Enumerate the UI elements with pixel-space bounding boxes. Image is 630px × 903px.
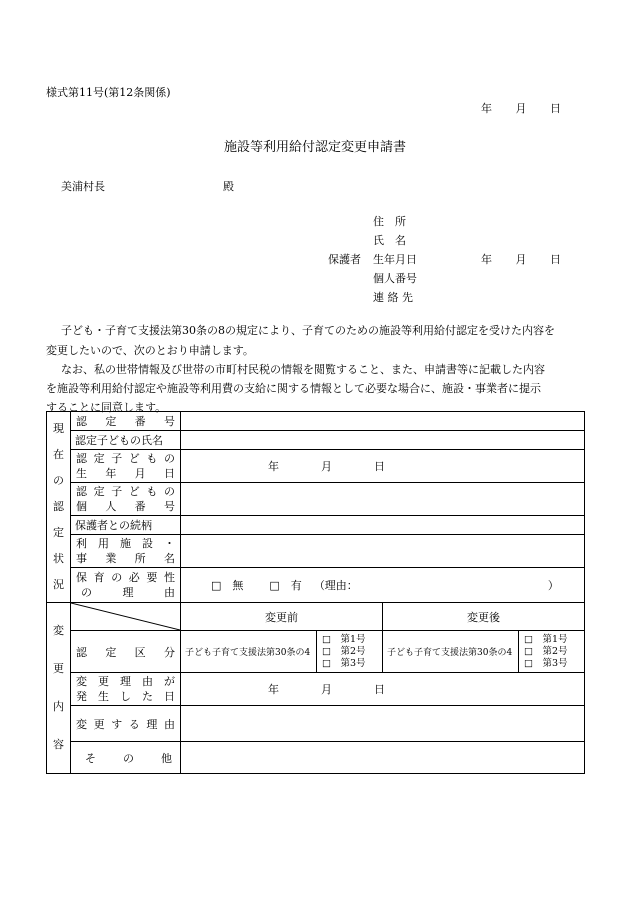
date-month: 月 (515, 102, 527, 115)
facility-label: 利 用 施 設 ・ 事 業 所 名 (71, 535, 181, 568)
cert-number-field[interactable] (181, 412, 585, 431)
child-id-label: 認 定 子 ど も の 個 人 番 号 (71, 483, 181, 516)
necessity-field (181, 568, 585, 603)
child-name-field[interactable] (181, 431, 585, 450)
necessity-reason-open: （理由： (313, 579, 358, 592)
relation-label: 保護者との続柄 (71, 516, 181, 535)
diagonal-header-cell (71, 603, 181, 631)
applicant-address-label: 住 所 (373, 215, 406, 228)
date-day: 日 (550, 102, 561, 115)
birth-day: 日 (550, 253, 561, 266)
applicant-birth-date (481, 251, 561, 267)
child-birth-label: 認 定 子 ど も の 生 年 月 日 (71, 450, 181, 483)
current-status-side-label: 現 在 の 認 定 状 況 (47, 412, 71, 603)
after-option-3[interactable]: □ 第3号 (524, 657, 568, 669)
after-option-1[interactable]: □ 第1号 (524, 633, 568, 645)
after-category-options (519, 631, 585, 673)
applicant-id-label: 個人番号 (373, 272, 417, 285)
before-header: 変更前 (181, 603, 383, 631)
reason-field[interactable] (181, 706, 585, 742)
applicant-birth-label: 生年月日 (373, 253, 417, 266)
before-option-2[interactable]: □ 第2号 (322, 645, 366, 657)
reason-date-label: 変 更 理 由 が 発 生 し た 日 (71, 673, 181, 706)
change-content-side-label: 変 更 内 容 (47, 603, 71, 774)
body-p1-line1: 子ども・子育て支援法第30条の8の規定により、子育てのための施設等利用給付認定を受けた内容を (61, 324, 555, 337)
cert-number-label: 認 定 番 号 (71, 412, 181, 431)
before-option-1[interactable]: □ 第1号 (322, 633, 366, 645)
before-category-text: 子ども子育て支援法第30条の4 (181, 631, 317, 673)
body-p2-line2: を施設等利用給付認定や施設等利用費の支給に関する情報として必要な場合に、施設・事業者に提示 (46, 382, 541, 395)
applicant-name-label: 氏 名 (373, 234, 406, 247)
addressee-name: 美浦村長 (61, 180, 105, 193)
other-label: そ の 他 (71, 742, 181, 774)
applicant-contact-label: 連 絡 先 (373, 291, 413, 304)
birth-year: 年 (481, 253, 492, 266)
necessity-label: 保 育 の 必 要 性 の 理 由 (71, 568, 181, 603)
necessity-yes-checkbox[interactable]: □ 有 (269, 579, 302, 592)
birth-month: 月 (515, 253, 527, 266)
child-name-label: 認定子どもの氏名 (71, 431, 181, 450)
necessity-reason-close: ） (547, 579, 559, 592)
after-option-2[interactable]: □ 第2号 (524, 645, 568, 657)
application-table (46, 411, 585, 774)
body-p1-line2: 変更したいので、次のとおり申請します。 (46, 344, 254, 357)
reason-label: 変 更 す る 理 由 (71, 706, 181, 742)
header-date (481, 100, 561, 116)
body-p2-line1: なお、私の世帯情報及び世帯の市町村民税の情報を閲覧すること、また、申請書等に記載した内容 (61, 363, 545, 376)
other-field[interactable] (181, 742, 585, 774)
form-number: 様式第11号(第12条関係) (46, 86, 171, 99)
date-year: 年 (481, 102, 492, 115)
applicant-group-label: 保護者 (328, 253, 361, 266)
relation-field[interactable] (181, 516, 585, 535)
after-category-text: 子ども子育て支援法第30条の4 (383, 631, 519, 673)
addressee-honorific: 殿 (223, 180, 234, 193)
after-header: 変更後 (383, 603, 585, 631)
before-option-3[interactable]: □ 第3号 (322, 657, 366, 669)
necessity-none-checkbox[interactable]: □ 無 (211, 579, 244, 592)
child-id-field[interactable] (181, 483, 585, 516)
page-title: 施設等利用給付認定変更申請書 (223, 140, 406, 155)
reason-date-field[interactable]: 年 月 日 (181, 673, 585, 706)
facility-field[interactable] (181, 535, 585, 568)
body-p2-line3: することに同意します。 (46, 401, 167, 414)
child-birth-field[interactable]: 年 月 日 (181, 450, 585, 483)
category-label: 認 定 区 分 (71, 631, 181, 673)
before-category-options (317, 631, 383, 673)
